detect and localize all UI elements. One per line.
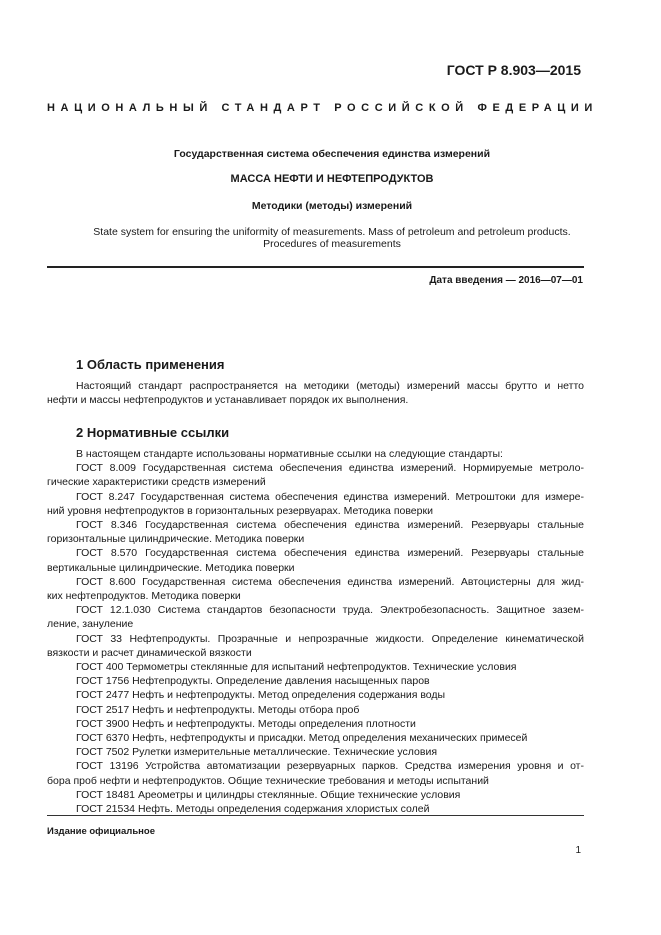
reference-line: бора проб нефти и нефтепродуктов. Общие технические требования и методы испытаний <box>47 774 489 787</box>
reference-line: ГОСТ 400 Термометры стеклянные для испытаний нефтепродуктов. Технические условия <box>76 661 517 674</box>
reference-line: ГОСТ 8.009 Государственная система обеспечения единства измерений. Нормируемые метроло- <box>76 462 584 475</box>
reference-line: ГОСТ 8.600 Государственная система обеспечения единства измерений. Автоцистерны для жид- <box>76 575 584 588</box>
effective-date: Дата введения — 2016—07—01 <box>429 275 583 286</box>
footer-divider <box>47 815 584 816</box>
system-title: Государственная система обеспечения единства измерений <box>173 148 491 160</box>
reference-line: ГОСТ 8.570 Государственная система обеспечения единства измерений. Резервуары стальные <box>76 547 584 560</box>
english-title-line-1: State system for ensuring the uniformity of measurements. Mass of petroleum and petroleum products. <box>93 226 571 238</box>
document-subtitle: Методики (методы) измерений <box>251 200 413 212</box>
reference-line: В настоящем стандарте использованы нормативные ссылки на следующие стандарты: <box>76 448 503 460</box>
references-list <box>47 447 584 816</box>
reference-line: ГОСТ 7502 Рулетки измерительные металлические. Технические условия <box>76 746 438 759</box>
english-title-line-2: Procedures of measurements <box>263 238 401 250</box>
section-1-heading: 1 Область применения <box>76 357 225 372</box>
reference-line: ГОСТ 3900 Нефть и нефтепродукты. Методы определения плотности <box>76 717 416 730</box>
reference-line: ний уровня нефтепродуктов в горизонтальных резервуарах. Методика поверки <box>47 504 433 517</box>
reference-line: ГОСТ 18481 Ареометры и цилиндры стеклянные. Общие технические условия <box>76 788 461 801</box>
reference-line: ГОСТ 2477 Нефть и нефтепродукты. Метод определения содержания воды <box>76 689 446 702</box>
reference-line: вертикальные цилиндрические. Методика поверки <box>47 561 295 574</box>
reference-line: ГОСТ 8.346 Государственная система обеспечения единства измерений. Резервуары стальные <box>76 519 584 532</box>
section-1-line-1: Настоящий стандарт распространяется на методики (методы) измерений массы брутто и нетто <box>76 380 584 392</box>
reference-line: ГОСТ 6370 Нефть, нефтепродукты и присадки. Метод определения механических примесей <box>76 732 528 745</box>
english-title <box>47 226 617 250</box>
page-number: 1 <box>575 845 581 856</box>
reference-line: ГОСТ 12.1.030 Система стандартов безопасности труда. Электробезопасность. Защитное зазем- <box>76 604 584 617</box>
section-1-body <box>47 379 584 407</box>
section-2-heading: 2 Нормативные ссылки <box>76 425 230 440</box>
official-edition-note: Издание официальное <box>47 826 155 837</box>
reference-line: вязкости и расчет динамической вязкости <box>47 646 252 659</box>
reference-line: гические характеристики средств измерений <box>47 476 266 489</box>
reference-line: ГОСТ 2517 Нефть и нефтепродукты. Методы отбора проб <box>76 703 360 716</box>
reference-line: ГОСТ 1756 Нефтепродукты. Определение давления насыщенных паров <box>76 675 430 688</box>
reference-line: ГОСТ 33 Нефтепродукты. Прозрачные и непрозрачные жидкости. Определение кинематической <box>76 632 584 645</box>
document-title: МАССА НЕФТИ И НЕФТЕПРОДУКТОВ <box>230 173 434 185</box>
header-divider <box>47 266 584 268</box>
reference-line: ление, зануление <box>47 618 134 631</box>
national-standard-heading: НАЦИОНАЛЬНЫЙ СТАНДАРТ РОССИЙСКОЙ ФЕДЕРАЦИИ <box>47 102 598 114</box>
section-1-line-2: нефти и массы нефтепродуктов и устанавливает порядок их выполнения. <box>47 394 409 407</box>
reference-line: горизонтальные цилиндрические. Методика поверки <box>47 533 305 546</box>
reference-line: ких нефтепродуктов. Методика поверки <box>47 590 241 603</box>
reference-line: ГОСТ 8.247 Государственная система обеспечения единства измерений. Метроштоки для измере- <box>76 490 584 503</box>
standard-code: ГОСТ Р 8.903—2015 <box>446 62 581 78</box>
reference-line: ГОСТ 13196 Устройства автоматизации резервуарных парков. Средства измерения уровня и от- <box>76 760 584 773</box>
reference-line: ГОСТ 21534 Нефть. Методы определения содержания хлористых солей <box>76 803 430 816</box>
